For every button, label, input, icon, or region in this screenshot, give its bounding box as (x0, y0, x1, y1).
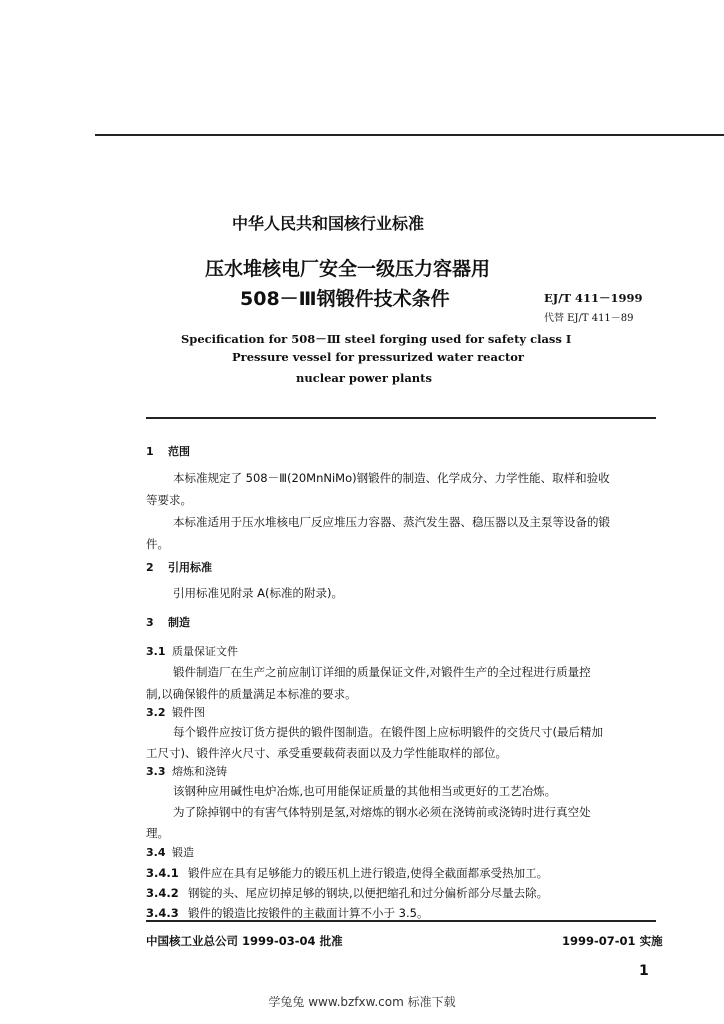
replaces-standard: 代替 EJ/T 411－89 (544, 313, 634, 324)
section-3-4-heading: 3.4 锻造 (146, 846, 194, 859)
section-3-3-heading: 3.3 熔炼和浇铸 (146, 765, 227, 778)
standard-number: EJ/T 411－1999 (544, 291, 643, 305)
page-number: 1 (639, 963, 649, 979)
english-title-line-1: Specification for 508－Ⅲ steel forging used for safety class I (181, 332, 572, 346)
english-title-line-3: nuclear power plants (296, 371, 432, 385)
section-3-1-para-line-2: 制,以确保锻件的质量满足本标准的要求。 (146, 687, 357, 701)
section-1-para-2-line-2: 件。 (146, 537, 169, 551)
section-3-1-para-line-1: 锻件制造厂在生产之前应制订详细的质量保证文件,对锻件生产的全过程进行质量控 (173, 665, 591, 679)
section-1-para-1-line-2: 等要求。 (146, 493, 192, 507)
section-3-1-heading: 3.1 质量保证文件 (146, 645, 238, 658)
footer-rule (146, 920, 656, 922)
section-2-heading: 2 引用标准 (146, 561, 212, 574)
section-3-2-heading: 3.2 锻件图 (146, 706, 205, 719)
clause-3-4-2: 3.4.2 钢锭的头、尾应切掉足够的钢块,以便把缩孔和过分偏析部分尽量去除。 (146, 886, 549, 900)
clause-3-4-3: 3.4.3 锻件的锻造比按锻件的主截面计算不小于 3.5。 (146, 906, 429, 920)
section-3-3-para-2-line-1: 为了除掉钢中的有害气体特别是氢,对熔炼的钢水必须在浇铸前或浇铸时进行真空处 (173, 805, 591, 819)
title-line-1: 压水堆核电厂安全一级压力容器用 (205, 258, 491, 280)
clause-3-4-1: 3.4.1 锻件应在具有足够能力的锻压机上进行锻造,使得全截面都承受热加工。 (146, 866, 549, 880)
header-divider (146, 417, 656, 419)
site-watermark: 学兔兔 www.bzfxw.com 标准下载 (268, 995, 456, 1009)
section-1-para-2-line-1: 本标准适用于压水堆核电厂反应堆压力容器、蒸汽发生器、稳压器以及主泵等设备的锻 (173, 515, 610, 529)
english-title-line-2: Pressure vessel for pressurized water reactor (232, 350, 524, 364)
top-rule (95, 134, 724, 136)
implementation-date: 1999-07-01 实施 (562, 934, 663, 948)
section-3-heading: 3 制造 (146, 616, 190, 629)
standard-category: 中华人民共和国核行业标准 (232, 214, 425, 233)
section-1-para-1-line-1: 本标准规定了 508－Ⅲ(20MnNiMo)钢锻件的制造、化学成分、力学性能、取样和验收 (173, 471, 610, 485)
section-3-3-para-1: 该钢种应用碱性电炉冶炼,也可用能保证质量的其他相当或更好的工艺冶炼。 (173, 784, 557, 798)
title-line-2: 508－Ⅲ钢锻件技术条件 (240, 288, 450, 310)
section-3-2-para-line-2: 工尺寸)、锻件淬火尺寸、承受重要载荷表面以及力学性能取样的部位。 (146, 746, 507, 760)
section-3-2-para-line-1: 每个锻件应按订货方提供的锻件图制造。在锻件图上应标明锻件的交货尺寸(最后精加 (173, 725, 603, 739)
section-2-para-1: 引用标准见附录 A(标准的附录)。 (173, 586, 343, 600)
section-3-3-para-2-line-2: 理。 (146, 826, 169, 840)
section-1-heading: 1 范围 (146, 445, 190, 458)
approval-line: 中国核工业总公司 1999-03-04 批准 (146, 934, 343, 948)
